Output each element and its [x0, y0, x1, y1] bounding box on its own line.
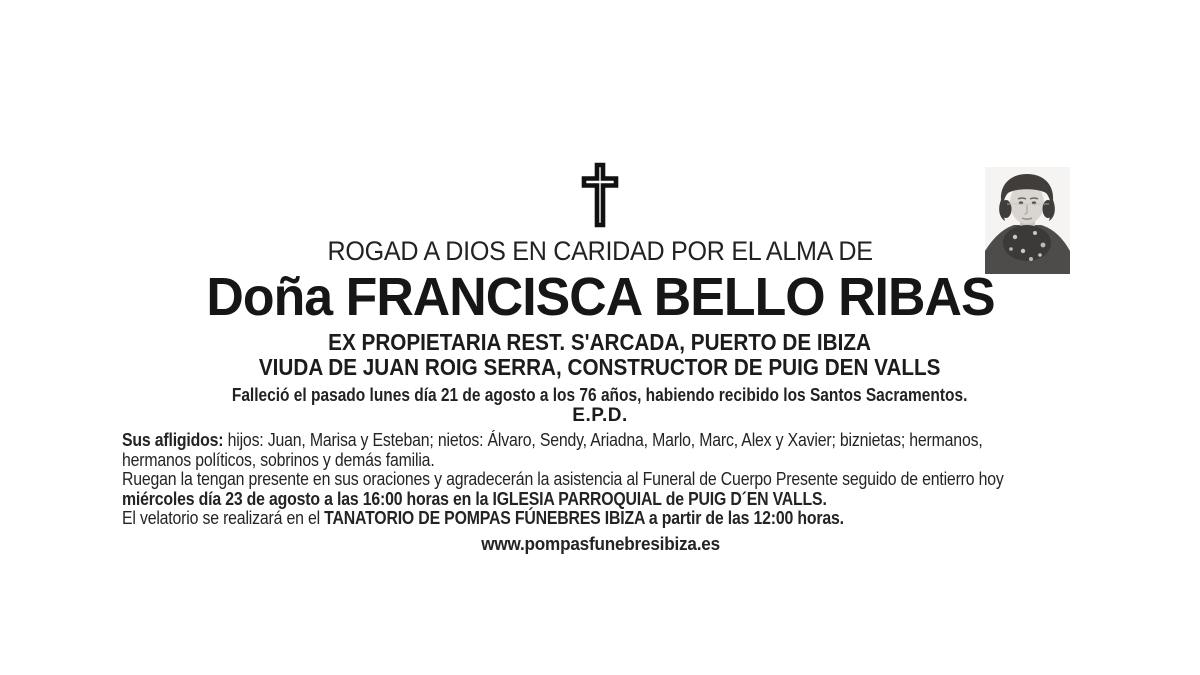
- invocation-text: ROGAD A DIOS EN CARIDAD POR EL ALMA DE: [327, 236, 873, 266]
- subtitle-widow: [0, 354, 1200, 381]
- notice-body: [122, 431, 1080, 554]
- latin-cross-icon: [581, 215, 619, 232]
- invocation-line: [0, 236, 1200, 267]
- wake-prefix: El velatorio se realizará en el: [122, 508, 325, 528]
- wake-details: TANATORIO DE POMPAS FÚNEBRES IBIZA a partir de las 12:00 horas.: [324, 508, 844, 528]
- epd-abbreviation: E.P.D.: [572, 405, 628, 426]
- deceased-name: [0, 266, 1200, 328]
- death-announcement-text: Falleció el pasado lunes día 21 de agosto a los 76 años, habiendo recibido los Santos Sacramentos.: [232, 385, 968, 405]
- afflicted-line-2: hermanos políticos, sobrinos y demás familia.: [122, 449, 435, 470]
- afflicted-line-1: [122, 431, 1080, 451]
- afflicted-relatives: hijos: Juan, Marisa y Esteban; nietos: Álvaro, Sendy, Ariadna, Marlo, Marc, Alex y Xavier; biznietas; hermanos,: [227, 430, 983, 450]
- funeral-line-1: Ruegan la tengan presente en sus oraciones y agradecerán la asistencia al Funeral de Cuerpo Presente seguido de entierro hoy: [122, 469, 1004, 489]
- funeral-line-2: miércoles día 23 de agosto a las 16:00 horas en la IGLESIA PARROQUIAL de PUIG D´EN VALLS.: [122, 488, 827, 509]
- subtitle-widow-text: VIUDA DE JUAN ROIG SERRA, CONSTRUCTOR DE PUIG DEN VALLS: [259, 354, 941, 380]
- subtitle-profession-text: EX PROPIETARIA REST. S'ARCADA, PUERTO DE IBIZA: [328, 329, 872, 355]
- subtitle-profession: [0, 329, 1200, 356]
- wake-line: [122, 509, 1080, 529]
- website-row: [122, 535, 1080, 555]
- funeral-home-website: www.pompasfunebresibiza.es: [481, 533, 721, 554]
- afflicted-label: Sus afligidos:: [122, 430, 228, 450]
- death-announcement: [0, 385, 1200, 406]
- deceased-name-text: Doña FRANCISCA BELLO RIBAS: [205, 267, 995, 327]
